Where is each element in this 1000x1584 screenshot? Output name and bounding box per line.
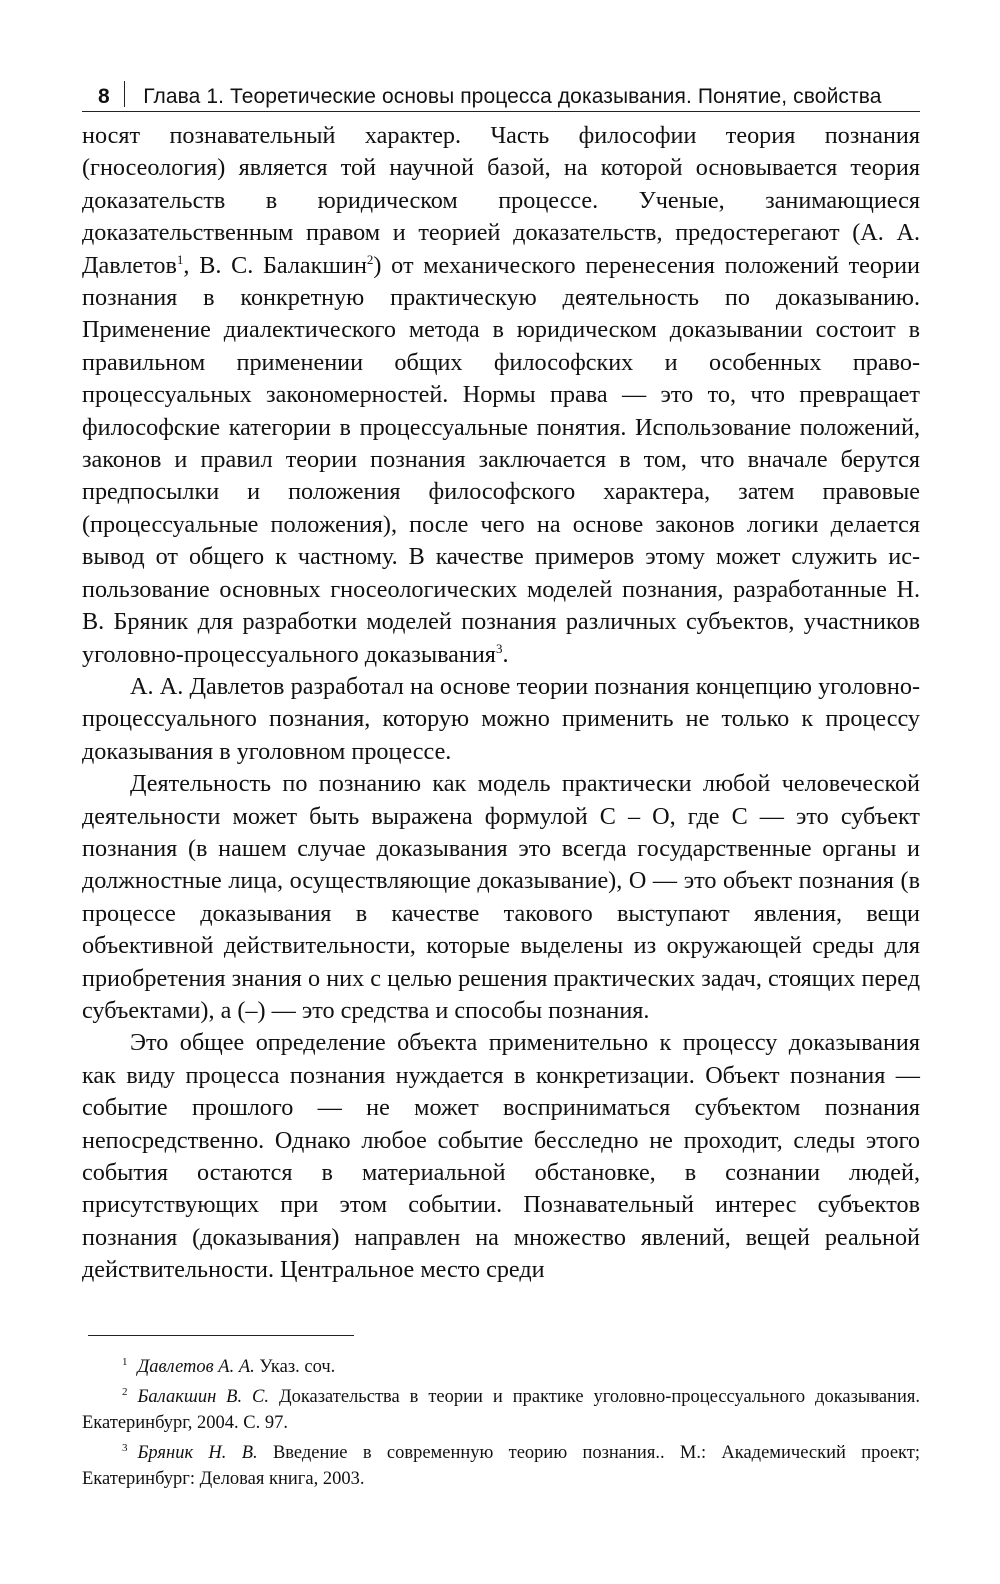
paragraph-1-part-2: , В. С. Балакшин [183, 251, 367, 279]
running-header [82, 72, 920, 112]
footnote-2-text: Доказательства в теории и практике уголовно-процессуального доказывания. Екатеринбург, 2004. С. 97. [82, 1387, 920, 1433]
footnote-divider [88, 1335, 354, 1336]
footnote-2 [82, 1384, 920, 1436]
footnote-1-mark: 1 [122, 1355, 128, 1368]
header-separator [124, 81, 126, 107]
chapter-title: Глава 1. Теоретические основы процесса доказывания. Понятие, свойства [143, 85, 882, 108]
paragraph-3: Деятельность по познанию как модель практически любой человеческой деятельности может быть выражена формулой С – О, где С — это субъект познания (в нашем случае доказывания это всегда государственные органы и должностные лица, осуществляющие доказывание), О — это объект познания (в процессе доказывания в качестве такового выступают явления, вещи объективной действительности, которые выделены из окружающей среды для приобретения знания о них с целью решения практических задач, стоящих перед субъектами), а (–) — это средства и способы познания. [82, 770, 920, 1024]
paragraph-2: А. А. Давлетов разработал на основе теории познания концепцию уголовно-процессуального познания, которую можно применить не только к процессу доказывания в уголовном процессе. [82, 672, 920, 765]
footnote-ref-3[interactable]: 3 [495, 640, 503, 656]
body-text [82, 120, 920, 1287]
footnote-1-author: Давлетов А. А. [137, 1357, 255, 1377]
footnote-3 [82, 1440, 920, 1492]
paragraph-1 [82, 120, 920, 671]
footnote-ref-1[interactable]: 1 [176, 251, 184, 267]
footnote-3-author: Бряник Н. В. [137, 1443, 258, 1463]
paragraph-4: Это общее определение объекта применительно к процессу доказывания как виду процесса познания нуждается в конкретизации. Объект познания — событие прошлого — не может восприниматься субъектом познания непосредственно. Однако любое событие бесследно не проходит, следы этого события остаются в материальной обстановке, в сознании людей, присутствующих при этом событии. Познавательный интерес субъектов познания (доказывания) направлен на множество явлений, вещей реальной действительности. Центральное место среди [82, 1029, 920, 1284]
paragraph-1-part-1: носят познавательный характер. Часть философии теория познания (гносеология) является той научной базой, на которой основывается теория доказательств в юридическом процессе. Ученые, занимающиеся доказательственным правом и теорией доказательств, предостерегают (А. А. Давлетов [82, 122, 920, 279]
footnote-3-mark: 3 [122, 1441, 128, 1454]
footnotes [82, 1354, 920, 1496]
footnote-3-text: Введение в современную теорию познания.. М.: Академический проект; Екатеринбург: Деловая книга, 2003. [82, 1443, 921, 1489]
footnote-ref-2[interactable]: 2 [366, 251, 374, 267]
footnote-2-mark: 2 [122, 1385, 128, 1398]
footnote-1-text: Указ. соч. [254, 1357, 336, 1377]
footnote-2-author: Балакшин В. С. [137, 1387, 270, 1407]
paragraph-1-part-4: . [502, 640, 509, 668]
footnote-1 [82, 1354, 920, 1380]
paragraph-1-part-3: ) от механического перенесения положений теории познания в конкретную практическую деятельность по доказыванию. Применение диалектического метода в юридическом доказывании состоит в правильном применении общих философских и особенных право-процессуальных закономерностей. Нормы права — это то, что превращает философские категории в процессуальные понятия. Использование положений, законов и правил теории познания заключается в том, что вначале берутся предпосылки и положения философского характера, затем правовые (процессуальные положения), после чего на основе законов логики делается вывод от общего к частному. В качестве примеров этому может служить использование основных гносеологических моделей познания, разработанные Н. В. Бряник для разработки моделей познания различных субъектов, участников уголовно-процессуального доказывания [82, 251, 920, 668]
page-number: 8 [98, 85, 110, 108]
